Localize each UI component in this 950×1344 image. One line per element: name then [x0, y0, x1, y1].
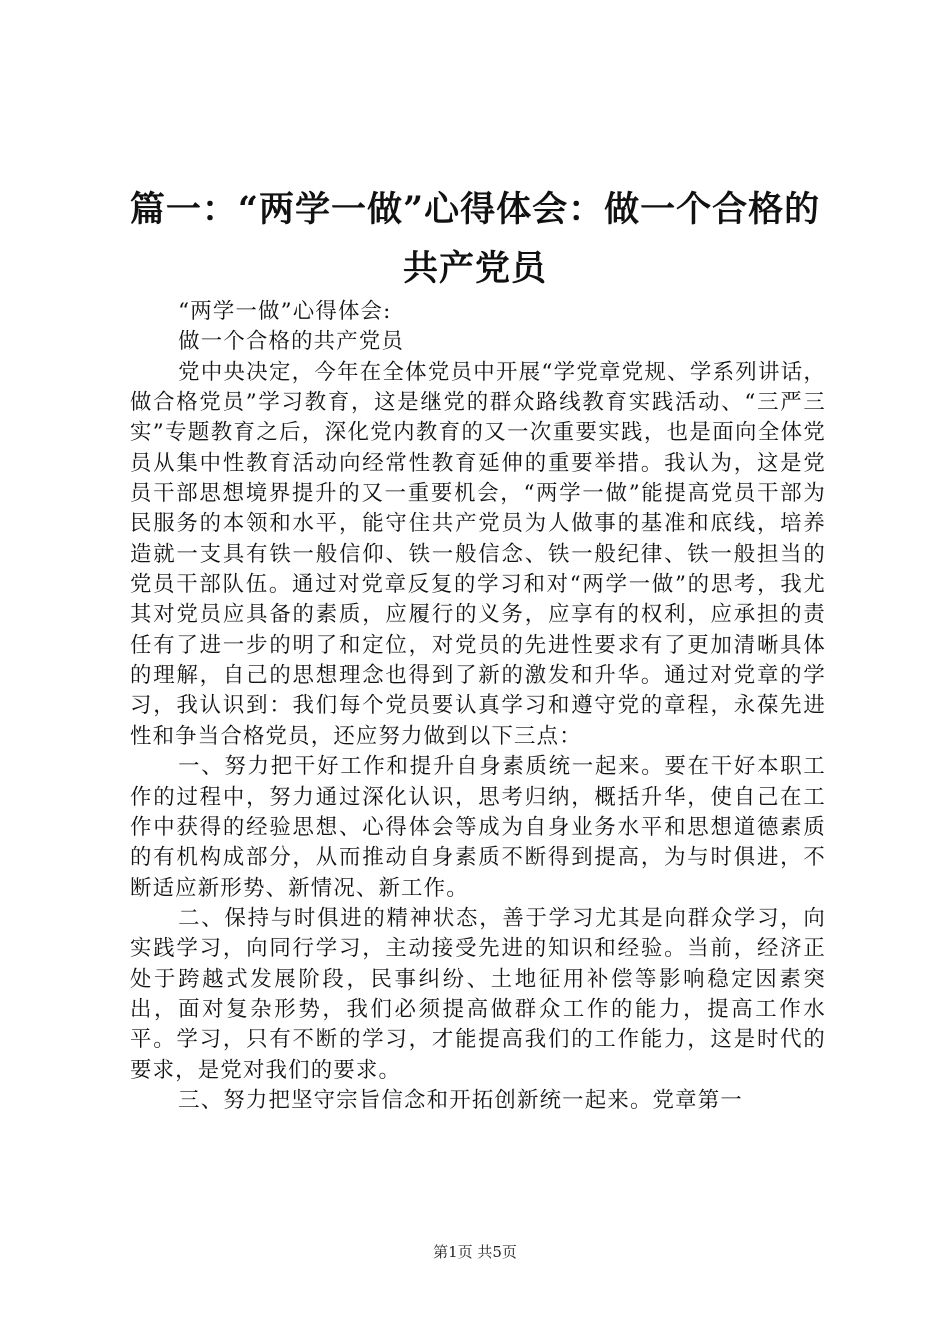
- document-title-line-1: 篇一：“两学一做”心得体会：做一个合格的: [129, 189, 821, 230]
- document-body: [130, 297, 826, 1116]
- paragraph-subtitle-1: “两学一做”心得体会:: [178, 299, 392, 324]
- paragraph-intro: 党中央决定，今年在全体党员中开展“学党章党规、学系列讲话，做合格党员”学习教育，这是继党的群众路线教育实践活动、“三严三实”专题教育之后，深化党内教育的又一次重要实践，也是面向全体党员从集中性教育活动向经常性教育延伸的重要举措。我认为，这是党员干部思想境界提升的又一重要机会，“两学一做”能提高党员干部为民服务的本领和水平，能守住共产党员为人做事的基准和底线，培养造就一支具有铁一般信仰、铁一般信念、铁一般纪律、铁一般担当的党员干部队伍。通过对党章反复的学习和对“两学一做”的思考，我尤其对党员应具备的素质，应履行的义务，应享有的权利，应承担的责任有了进一步的明了和定位，对党员的先进性要求有了更加清晰具体的理解，自己的思想理念也得到了新的激发和升华。通过对党章的学习，我认识到：我们每个党员要认真学习和遵守党的章程，永葆先进性和争当合格党员，还应努力做到以下三点：: [130, 359, 826, 749]
- document-title-line-2: 共产党员: [402, 248, 547, 289]
- paragraph-point-3: 三、努力把坚守宗旨信念和开拓创新统一起来。党章第一: [178, 1087, 743, 1113]
- paragraph-point-1: 一、努力把干好工作和提升自身素质统一起来。要在干好本职工作的过程中，努力通过深化认识，思考归纳，概括升华，使自己在工作中获得的经验思想、心得体会等成为自身业务水平和思想道德素质的有机构成部分，从而推动自身素质不断得到提高，为与时俱进，不断适应新形势、新情况、新工作。: [130, 754, 826, 901]
- paragraph-point-2: 二、保持与时俱进的精神状态，善于学习尤其是向群众学习，向实践学习，向同行学习，主动接受先进的知识和经验。当前，经济正处于跨越式发展阶段，民事纠纷、土地征用补偿等影响稳定因素突出，面对复杂形势，我们必须提高做群众工作的能力，提高工作水平。学习，只有不断的学习，才能提高我们的工作能力，这是时代的要求，是党对我们的要求。: [130, 905, 826, 1083]
- paragraph-subtitle-2: 做一个合格的共产党员: [178, 329, 405, 355]
- page-number-footer: 第1页 共5页: [433, 1243, 517, 1261]
